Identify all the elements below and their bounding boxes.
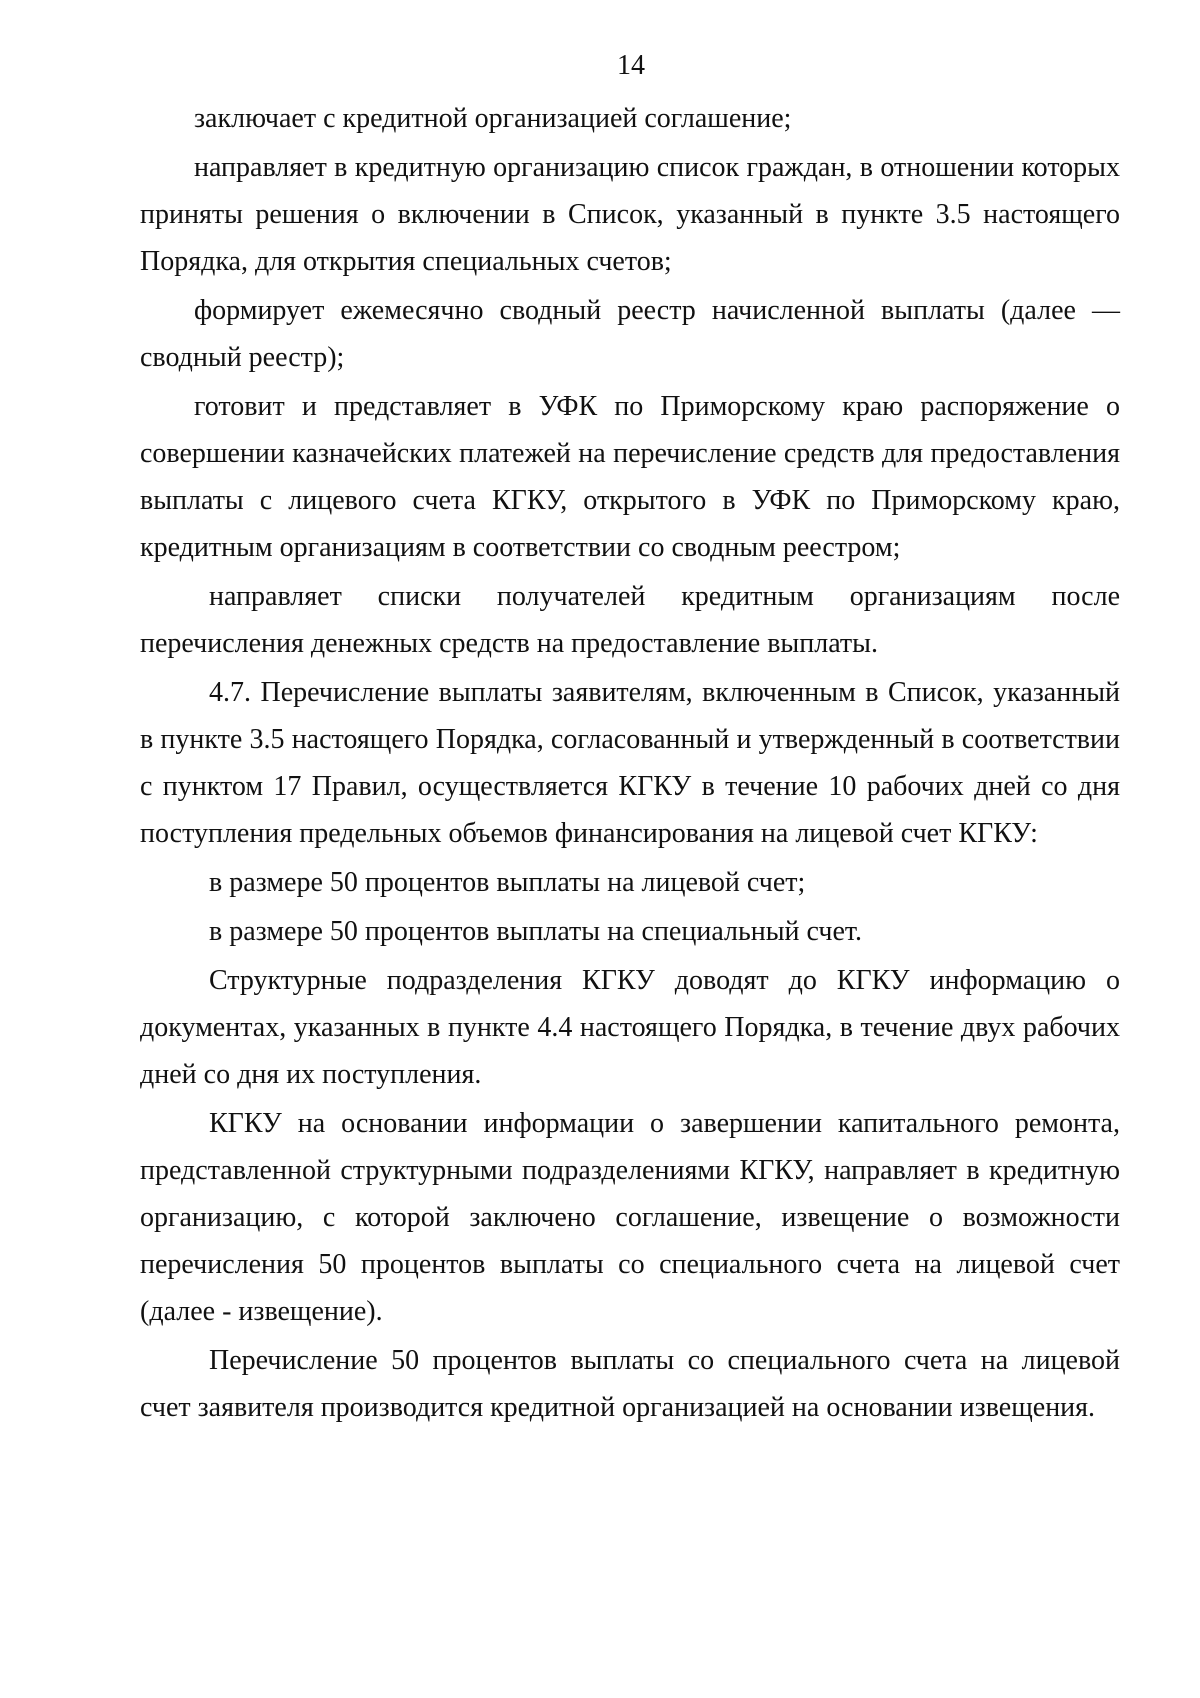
- paragraph-recipient-lists: направляет списки получателей кредитным организациям после перечисления денежных средств на предоставление выплаты.: [140, 581, 1120, 659]
- paragraph-section-4-7: 4.7. Перечисление выплаты заявителям, включенным в Список, указанный в пункте 3.5 настоящего Порядка, согласованный и утвержденный в соответствии с пунктом 17 Правил, осуществляется КГКУ в течение 10 рабочих дней со дня поступления предельных объемов финансирования на лицевой счет КГКУ:: [140, 677, 1120, 849]
- paragraph-structural-divisions: Структурные подразделения КГКУ доводят до КГКУ информацию о документах, указанных в пункте 4.4 настоящего Порядка, в течение двух рабочих дней со дня их поступления.: [140, 965, 1120, 1090]
- paragraph-citizens-list: направляет в кредитную организацию список граждан, в отношении которых приняты решения о включении в Список, указанный в пункте 3.5 настоящего Порядка, для открытия специальных счетов;: [140, 152, 1120, 277]
- paragraph-special-account: в размере 50 процентов выплаты на специальный счет.: [209, 916, 863, 947]
- document-body: [140, 95, 1120, 1433]
- paragraph-consolidated-register: формирует ежемесячно сводный реестр начисленной выплаты (далее — сводный реестр);: [140, 295, 1120, 373]
- page-number: 14: [617, 50, 645, 81]
- paragraph-agreement: заключает с кредитной организацией соглашение;: [194, 103, 792, 134]
- paragraph-repair-notice: КГКУ на основании информации о завершении капитального ремонта, представленной структурными подразделениями КГКУ, направляет в кредитную организацию, с которой заключено соглашение, извещение о возможности перечисления 50 процентов выплаты со специального счета на лицевой счет (далее - извещение).: [140, 1108, 1120, 1327]
- paragraph-personal-account: в размере 50 процентов выплаты на лицевой счет;: [209, 867, 806, 898]
- paragraph-treasury-order: готовит и представляет в УФК по Приморскому краю распоряжение о совершении казначейских платежей на перечисление средств для предоставления выплаты с лицевого счета КГКУ, открытого в УФК по Приморскому краю, кредитным организациям в соответствии со сводным реестром;: [140, 391, 1120, 563]
- paragraph-transfer-basis: Перечисление 50 процентов выплаты со специального счета на лицевой счет заявителя производится кредитной организацией на основании извещения.: [140, 1345, 1120, 1423]
